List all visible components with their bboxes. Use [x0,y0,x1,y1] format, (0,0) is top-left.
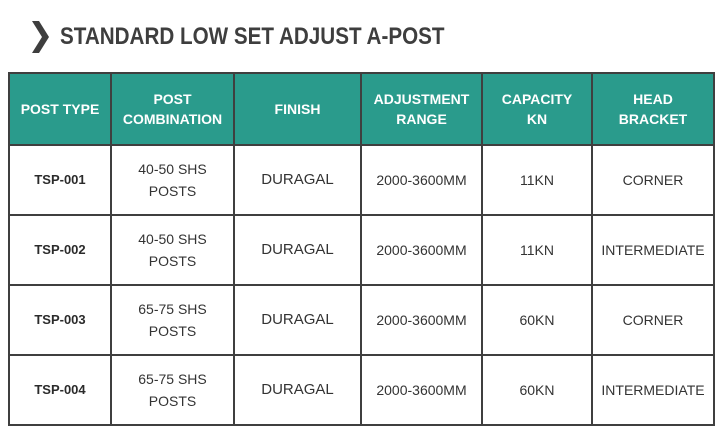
cell-post-combination: 65-75 SHS POSTS [111,285,234,355]
spec-table [8,72,715,426]
cell-adjustment-range: 2000-3600MM [361,215,482,285]
cell-capacity: 11KN [482,215,592,285]
cell-head-bracket: INTERMEDIATE [592,215,714,285]
cell-capacity: 60KN [482,285,592,355]
table-row [9,215,714,285]
cell-head-bracket: CORNER [592,145,714,215]
cell-post-combination: 40-50 SHS POSTS [111,145,234,215]
chevron-right-icon [30,19,50,55]
table-header-row [9,73,714,145]
cell-head-bracket: INTERMEDIATE [592,355,714,425]
cell-finish: DURAGAL [234,215,361,285]
column-header-adjustment-range: ADJUSTMENT RANGE [361,73,482,145]
cell-capacity: 11KN [482,145,592,215]
cell-post-type: TSP-002 [9,215,111,285]
cell-capacity: 60KN [482,355,592,425]
column-header-post-type: POST TYPE [9,73,111,145]
title-row [30,16,507,58]
column-header-finish: FINISH [234,73,361,145]
cell-adjustment-range: 2000-3600MM [361,355,482,425]
cell-post-type: TSP-001 [9,145,111,215]
column-header-head-bracket: HEAD BRACKET [592,73,714,145]
cell-post-type: TSP-003 [9,285,111,355]
cell-finish: DURAGAL [234,355,361,425]
cell-head-bracket: CORNER [592,285,714,355]
cell-post-combination: 40-50 SHS POSTS [111,215,234,285]
cell-post-type: TSP-004 [9,355,111,425]
table-row [9,355,714,425]
cell-finish: DURAGAL [234,285,361,355]
cell-post-combination: 65-75 SHS POSTS [111,355,234,425]
cell-adjustment-range: 2000-3600MM [361,285,482,355]
page-title: STANDARD LOW SET ADJUST A-POST [60,23,445,50]
table-row [9,145,714,215]
cell-finish: DURAGAL [234,145,361,215]
table-row [9,285,714,355]
column-header-post-combination: POST COMBINATION [111,73,234,145]
column-header-capacity: CAPACITY KN [482,73,592,145]
cell-adjustment-range: 2000-3600MM [361,145,482,215]
